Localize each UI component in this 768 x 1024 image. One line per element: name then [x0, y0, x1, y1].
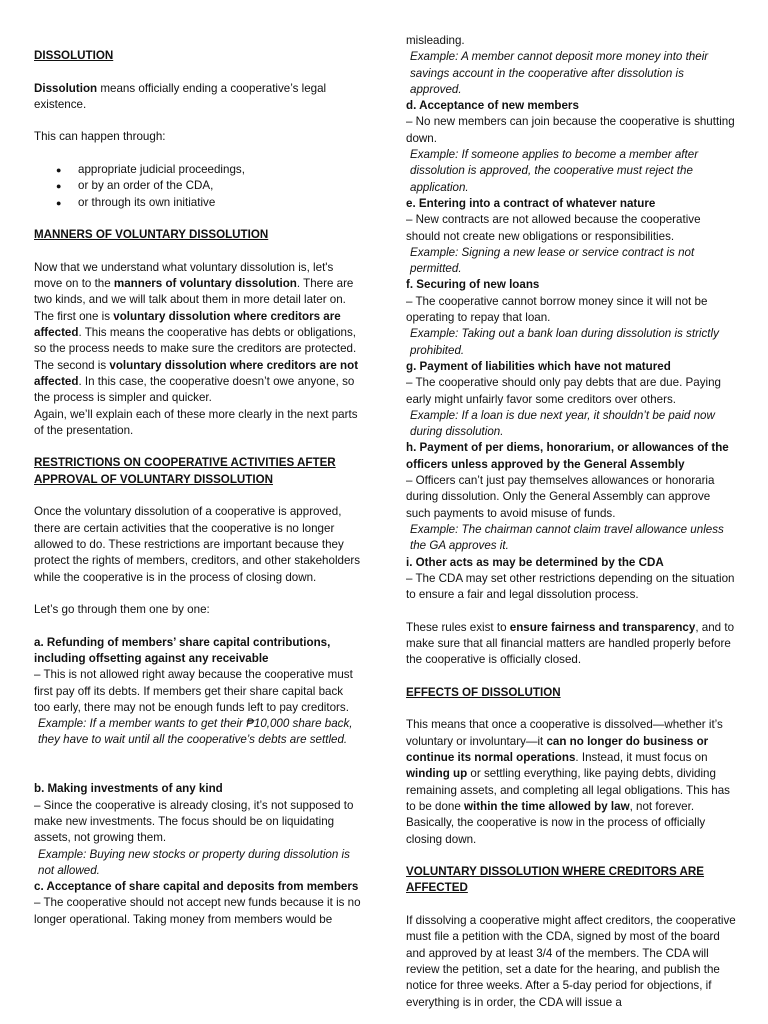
- d-title: d. Acceptance of new members: [406, 99, 579, 113]
- a-title: a. Refunding of members’ share capital contributions, including offsetting against any receivable: [34, 635, 331, 665]
- restrictions-intro: Once the voluntary dissolution of a cooperative is approved, there are certain activities that the cooperative is no longer allowed to do. These restrictions are important because they protect the rights of members, creditors, and other stakeholders while the cooperative is in the process of closing down.: [34, 505, 361, 584]
- dissolution-methods-list: [34, 162, 362, 211]
- item-d-example: Example: If someone applies to become a member after dissolution is approved, the cooperative must reject the application.: [410, 148, 699, 194]
- manners-paragraph-1: [34, 260, 362, 309]
- item-h-body: – Officers can’t just pay themselves allowances or honoraria during dissolution. Only the General Assembly can approve such payments to avoid misuse of funds.: [406, 474, 715, 520]
- item-c-title: [34, 879, 362, 895]
- eff-g: , not forever. Basically, the cooperative is now in the process of officially closing down.: [406, 799, 706, 846]
- manners-paragraph-3: [34, 358, 362, 407]
- m3c: . In this case, the cooperative doesn’t owe anyone, so the process is simpler and quicker.: [34, 374, 355, 405]
- left-column: [34, 48, 362, 928]
- heading-voluntary-creditors: VOLUNTARY DISSOLUTION WHERE CREDITORS ARE AFFECTED: [406, 865, 705, 895]
- item-f-example: Example: Taking out a bank loan during dissolution is strictly prohibited.: [410, 327, 719, 357]
- list-item: ● appropriate judicial proceedings,: [78, 162, 362, 178]
- m1a: Now that we understand what voluntary dissolution is, let's move on to the: [34, 260, 334, 291]
- item-e-body: – New contracts are not allowed because the cooperative should not create new obligations or responsibilities.: [406, 213, 701, 243]
- item-a-example: Example: If a member wants to get their ₱10,000 share back, they have to wait until all the cooperative’s debts are settled.: [38, 717, 353, 747]
- item-d-body: – No new members can join because the cooperative is shutting down.: [406, 115, 735, 145]
- m2c: . This means the cooperative has debts or obligations, so the process needs to make sure the creditors are protected.: [34, 326, 357, 356]
- rules-c: , and to make sure that all financial matters are handled properly before the cooperative is officially closed.: [406, 620, 735, 667]
- rules-paragraph: [406, 620, 736, 669]
- heading-manners: MANNERS OF VOLUNTARY DISSOLUTION: [34, 228, 269, 242]
- item-f-title: [406, 277, 736, 293]
- eff-f: within the time allowed by law: [464, 799, 630, 813]
- item-c-example: Example: A member cannot deposit more money into their savings account in the cooperative after dissolution is approved.: [410, 50, 709, 96]
- list-item: ● or through its own initiative: [78, 195, 362, 211]
- def-rest: means officially ending a cooperative’s legal existence.: [34, 81, 327, 111]
- heading-effects: EFFECTS OF DISSOLUTION: [406, 685, 561, 699]
- right-column: [406, 33, 736, 1011]
- list-item: ● or by an order of the CDA,: [78, 178, 362, 194]
- voluntary-creditors-paragraph: If dissolving a cooperative might affect creditors, the cooperative must file a petition with the CDA, signed by most of the board and approved by at least 3/4 of the members. The CDA will review the petition, set a date for the hearing, and publish the notice for three weeks. After a 5-day period for objections, if everything is in order, the CDA will issue a: [406, 914, 736, 1009]
- item-e-example: Example: Signing a new lease or service contract is not permitted.: [410, 245, 695, 276]
- item-h-example: Example: The chairman cannot claim travel allowance unless the GA approves it.: [410, 522, 724, 553]
- item-b-title: [34, 781, 362, 797]
- heading-restrictions: RESTRICTIONS ON COOPERATIVE ACTIVITIES AFTER APPROVAL OF VOLUNTARY DISSOLUTION: [34, 456, 336, 486]
- effects-paragraph: [406, 717, 736, 847]
- item-e-title: [406, 196, 736, 212]
- e-title: e. Entering into a contract of whatever nature: [406, 196, 656, 210]
- m2a: The first one is: [34, 309, 114, 323]
- item-a-body: – This is not allowed right away because the cooperative must first pay off its debts. If members get their share capital back too early, there may not be enough funds left to pay creditors.: [34, 668, 353, 714]
- item-b-body: – Since the cooperative is already closing, it’s not supposed to make new investments. The focus should be on liquidating assets, not growing them.: [34, 798, 354, 845]
- m1b: manners of voluntary dissolution: [113, 277, 297, 291]
- i-title: i. Other acts as may be determined by the CDA: [406, 555, 664, 569]
- item-g-title: [406, 359, 736, 375]
- f-title: f. Securing of new loans: [406, 278, 540, 292]
- dissolution-definition: [34, 81, 362, 114]
- m3b: voluntary dissolution where creditors are not affected: [34, 358, 359, 388]
- m1c: . There are two kinds, and we will talk about them in more detail later on.: [34, 277, 354, 307]
- item-h-title: [406, 440, 736, 473]
- b-title: b. Making investments of any kind: [34, 782, 223, 796]
- manners-paragraph-2: [34, 309, 362, 358]
- item-g-body: – The cooperative should only pay debts that are due. Paying early might unfairly favor some creditors over others.: [406, 376, 721, 406]
- eff-e: or settling everything, like paying debts, dividing remaining assets, and completing all legal obligations. This has to be done: [406, 767, 730, 813]
- c-title: c. Acceptance of share capital and deposits from members: [34, 880, 359, 894]
- restrictions-lead: Let’s go through them one by one:: [34, 603, 210, 617]
- item-c-body: – The cooperative should not accept new funds because it is no longer operational. Taking money from members would be: [34, 896, 361, 926]
- item-a-title: [34, 635, 362, 668]
- manners-paragraph-4: Again, we’ll explain each of these more clearly in the next parts of the presentation.: [34, 407, 358, 437]
- item-d-title: [406, 98, 736, 114]
- eff-c: . Instead, it must focus on: [575, 751, 708, 765]
- def-term: Dissolution: [34, 81, 98, 95]
- item-b-example: Example: Buying new stocks or property during dissolution is not allowed.: [38, 847, 350, 877]
- heading-dissolution: DISSOLUTION: [34, 49, 114, 62]
- item-i-title: [406, 555, 736, 571]
- happen-intro: This can happen through:: [34, 130, 166, 144]
- item-c-continued: misleading.: [406, 34, 465, 47]
- h-title: h. Payment of per diems, honorarium, or allowances of the officers unless approved by the General Assembly: [406, 441, 729, 471]
- rules-a: These rules exist to: [406, 620, 510, 634]
- eff-b: can no longer do business or continue its normal operations: [406, 734, 709, 765]
- m3a: The second is: [34, 358, 110, 372]
- item-i-body: – The CDA may set other restrictions depending on the situation to ensure a fair and legal dissolution process.: [406, 571, 735, 602]
- m2b: voluntary dissolution where creditors are affected: [34, 309, 341, 340]
- item-g-example: Example: If a loan is due next year, it shouldn’t be paid now during dissolution.: [410, 408, 715, 439]
- eff-a: This means that once a cooperative is dissolved—whether it’s voluntary or involuntary—it: [406, 718, 723, 748]
- g-title: g. Payment of liabilities which have not matured: [406, 359, 671, 373]
- rules-b: ensure fairness and transparency: [509, 620, 696, 634]
- eff-d: winding up: [406, 767, 468, 781]
- item-f-body: – The cooperative cannot borrow money since it will not be operating to repay that loan.: [406, 294, 708, 325]
